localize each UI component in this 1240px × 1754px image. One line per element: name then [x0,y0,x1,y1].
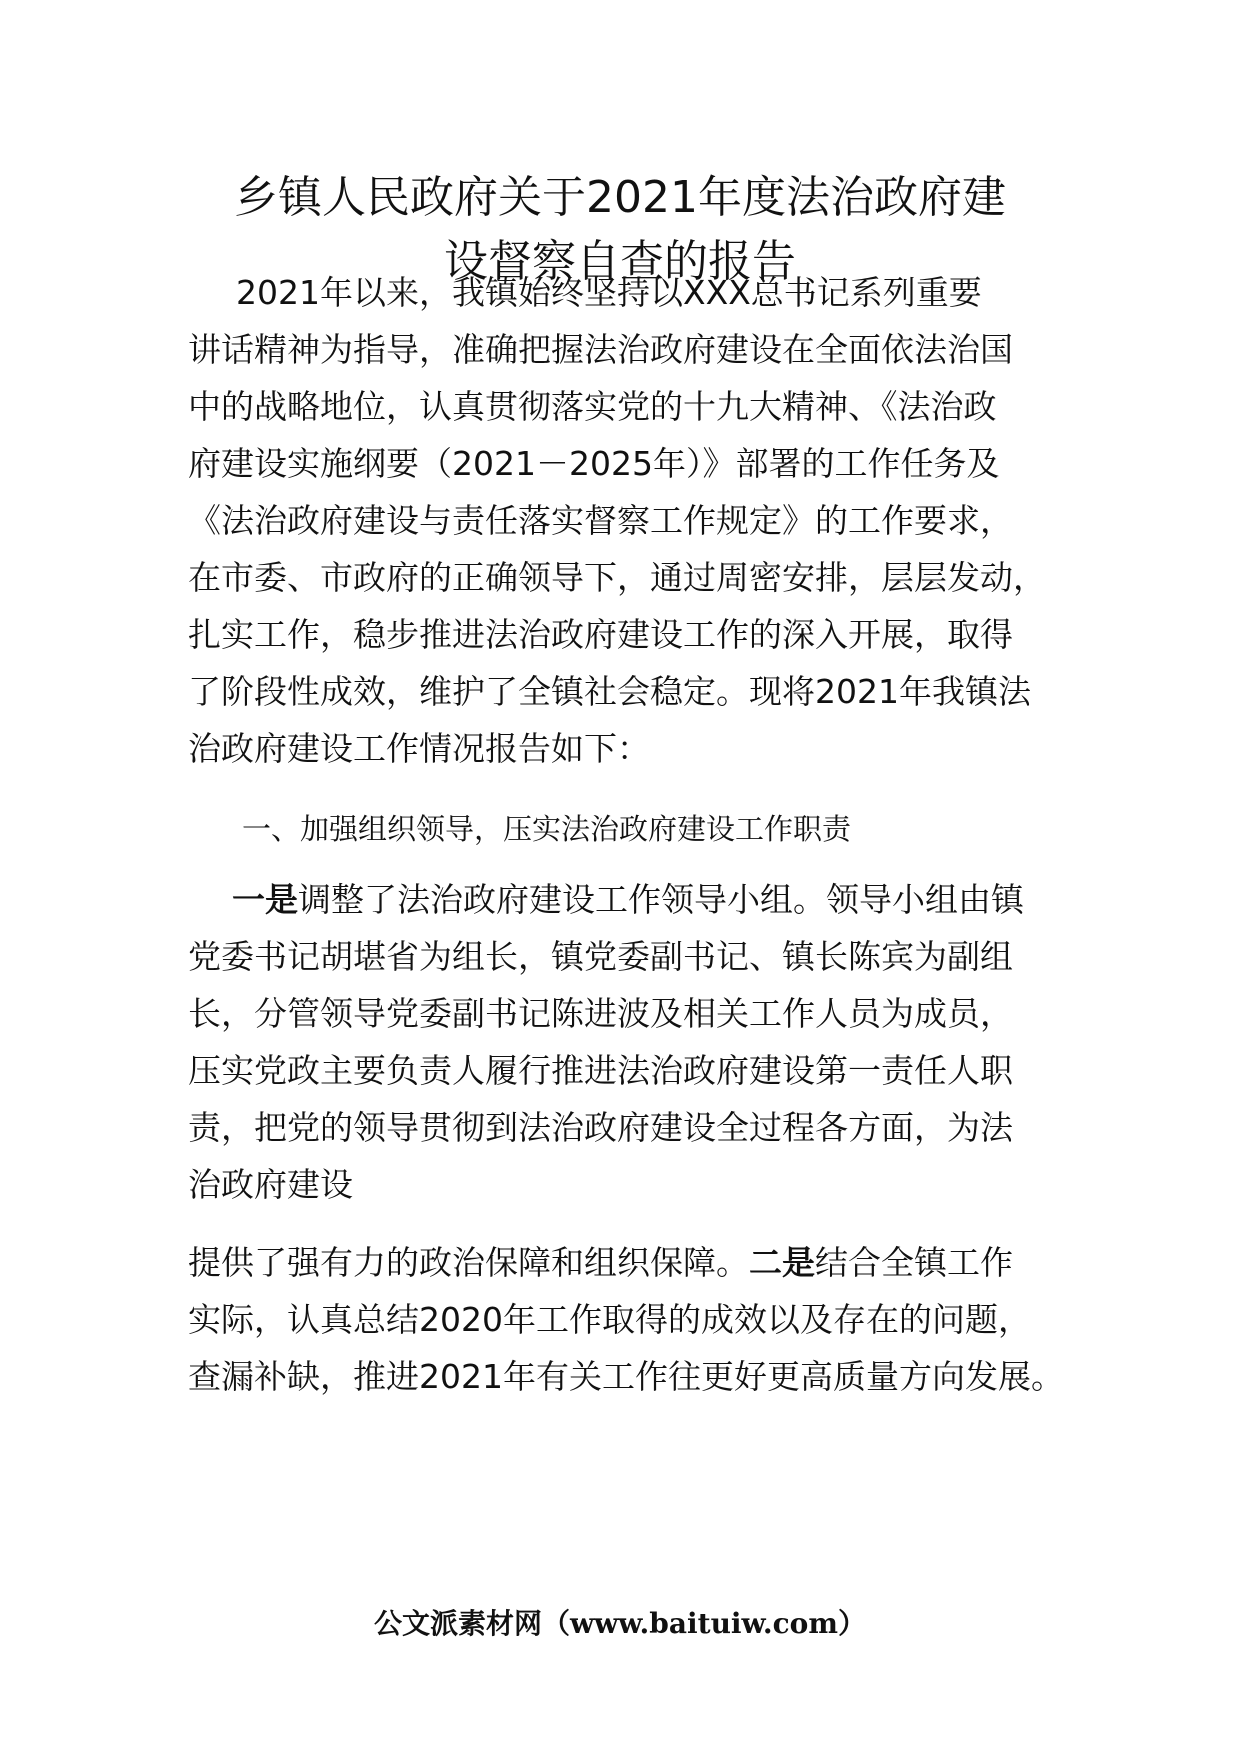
intro-line: 《法治政府建设与责任落实督察工作规定》的工作要求， [188,501,1013,540]
intro-line: 治政府建设工作情况报告如下： [188,729,650,768]
paragraph-line [232,877,1024,923]
paragraph-line: 压实党政主要负责人履行推进法治政府建设第一责任人职 [188,1051,1013,1090]
paragraph-text: 结合全镇工作 [815,1243,1013,1282]
paragraph-line: 责，把党的领导贯彻到法治政府建设全过程各方面，为法 [188,1108,1013,1147]
intro-line: 讲话精神为指导，准确把握法治政府建设在全面依法治国 [188,330,1013,369]
paragraph-line: 党委书记胡堪省为组长，镇党委副书记、镇长陈宾为副组 [188,937,1013,976]
intro-line: 中的战略地位，认真贯彻落实党的十九大精神、《法治政 [188,387,997,426]
paragraph-line: 查漏补缺，推进2021年有关工作往更好更高质量方向发展。 [188,1357,1064,1396]
paragraph-line: 实际，认真总结2020年工作取得的成效以及存在的问题， [188,1300,1031,1339]
section-heading: 一、加强组织领导，压实法治政府建设工作职责 [242,812,852,846]
paragraph-line [188,1240,1013,1286]
footer-source-link[interactable]: 公文派素材网（www.baituiw.com） [374,1607,866,1640]
paragraph-lead-bold: 一是 [232,880,298,919]
paragraph-text: 提供了强有力的政治保障和组织保障。 [188,1243,749,1282]
paragraph-line: 治政府建设 [188,1165,353,1204]
intro-line: 府建设实施纲要（2021－2025年）》部署的工作任务及 [188,444,1000,483]
document-title-line-1: 乡镇人民政府关于2021年度法治政府建 [234,172,1006,223]
paragraph-text: 调整了法治政府建设工作领导小组。领导小组由镇 [298,880,1024,919]
paragraph-line: 长，分管领导党委副书记陈进波及相关工作人员为成员， [188,994,1013,1033]
intro-line: 2021年以来，我镇始终坚持以XXX总书记系列重要 [236,273,982,312]
intro-line: 在市委、市政府的正确领导下，通过周密安排，层层发动， [188,558,1046,597]
document-title-line-2: 设督察自查的报告 [444,236,796,287]
intro-line: 扎实工作，稳步推进法治政府建设工作的深入开展，取得 [188,615,1013,654]
intro-line: 了阶段性成效，维护了全镇社会稳定。现将2021年我镇法 [188,672,1031,711]
paragraph-lead-bold: 二是 [749,1243,815,1282]
